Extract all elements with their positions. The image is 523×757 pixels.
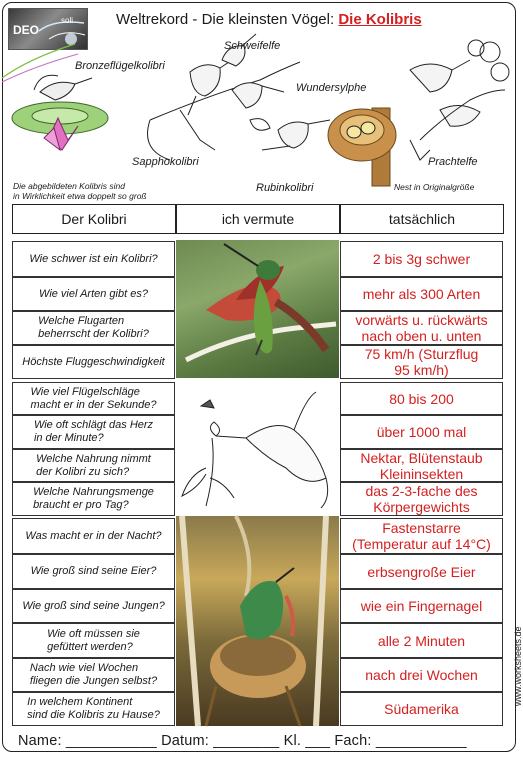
note-size-line2: in Wirklichkeit etwa doppelt so groß	[13, 191, 147, 201]
title-highlight: Die Kolibris	[338, 11, 422, 28]
answer-cell: über 1000 mal	[340, 415, 503, 449]
question-cell: Wie groß sind seine Eier?	[12, 554, 175, 589]
nesting-hummingbird-icon	[176, 516, 339, 726]
logo-sub: soli	[61, 16, 74, 25]
label-rubinkolibri: Rubinkolibri	[256, 182, 314, 194]
question-cell: In welchem Kontinent sind die Kolibris zu Hause?	[12, 692, 175, 726]
question-cell: Wie oft schlägt das Herz in der Minute?	[12, 415, 175, 449]
hummingbird-drawing	[176, 378, 339, 516]
question-cell: Welche Flugarten beherrscht der Kolibri?	[12, 311, 175, 345]
label-prachtelfe: Prachtelfe	[428, 156, 478, 168]
answer-cell: Südamerika	[340, 692, 503, 726]
label-wundersylphe: Wundersylphe	[296, 82, 367, 94]
perched-hummingbird-icon	[176, 240, 339, 378]
header-ich-vermute: ich vermute	[176, 204, 340, 234]
answer-cell: alle 2 Minuten	[340, 623, 503, 658]
label-schweifelfe: Schweifelfe	[224, 40, 281, 52]
question-cell: Welche Nahrungsmenge braucht er pro Tag?	[12, 482, 175, 516]
feeding-hummingbird-icon	[176, 378, 339, 516]
answer-cell: mehr als 300 Arten	[340, 277, 503, 311]
question-cell: Was macht er in der Nacht?	[12, 518, 175, 554]
question-cell: Welche Nahrung nimmt der Kolibri zu sich?	[12, 449, 175, 482]
answer-cell: wie ein Fingernagel	[340, 589, 503, 623]
answer-cell: erbsengroße Eier	[340, 554, 503, 589]
answer-cell: nach drei Wochen	[340, 658, 503, 692]
answer-cell: Fastenstarre (Temperatur auf 14°C)	[340, 518, 503, 554]
label-bronzefluegelkolibri: Bronzeflügelkolibri	[75, 60, 165, 72]
hummingbird-nest-photo	[176, 516, 339, 726]
note-nest: Nest in Originalgröße	[394, 182, 475, 192]
answer-cell: Nektar, Blütenstaub Kleininsekten	[340, 449, 503, 482]
header-tatsaechlich: tatsächlich	[340, 204, 504, 234]
hummingbird-photo-perched	[176, 240, 339, 378]
question-cell: Wie schwer ist ein Kolibri?	[12, 241, 175, 277]
answer-cell: vorwärts u. rückwärts nach oben u. unten	[340, 311, 503, 345]
question-cell: Wie oft müssen sie gefüttert werden?	[12, 623, 175, 658]
header-der-kolibri: Der Kolibri	[12, 204, 176, 234]
question-cell: Nach wie viel Wochen fliegen die Jungen selbst?	[12, 658, 175, 692]
side-url: www.worksheets.de	[513, 626, 523, 706]
note-size-line1: Die abgebildeten Kolibris sind	[13, 181, 125, 191]
answer-cell: 2 bis 3g schwer	[340, 241, 503, 277]
question-cell: Wie viel Arten gibt es?	[12, 277, 175, 311]
answer-cell: das 2-3-fache des Körpergewichts	[340, 482, 503, 516]
answer-cell: 80 bis 200	[340, 382, 503, 415]
question-cell: Höchste Fluggeschwindigkeit	[12, 345, 175, 379]
logo-brand: DEO	[13, 23, 40, 37]
title-prefix: Weltrekord - Die kleinsten Vögel:	[116, 11, 339, 28]
answer-cell: 75 km/h (Sturzflug 95 km/h)	[340, 345, 503, 379]
footer-form-line: Name: ___________ Datum: ________ Kl. ___ Fach: ___________	[18, 733, 467, 749]
label-sapphokolibri: Sapphokolibri	[132, 156, 199, 168]
hummingbird-illustration	[0, 0, 520, 205]
question-cell: Wie groß sind seine Jungen?	[12, 589, 175, 623]
question-cell: Wie viel Flügelschläge macht er in der Sekunde?	[12, 382, 175, 415]
